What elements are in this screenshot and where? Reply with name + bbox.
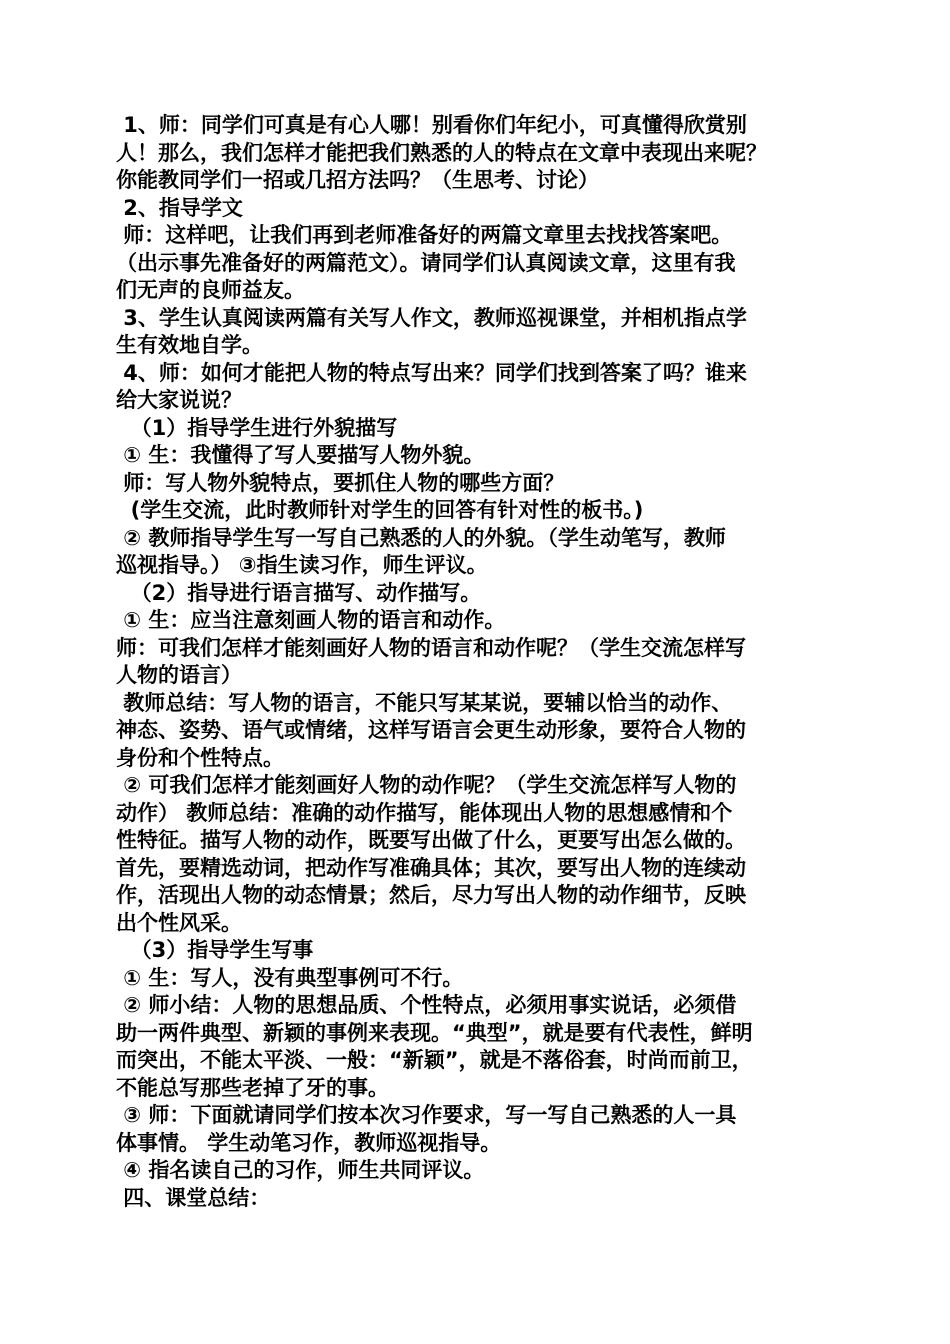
text-line: 人物的语言） — [116, 663, 242, 687]
text-line: ④ 指名读自己的习作，师生共同评议。 — [116, 1158, 485, 1182]
text-line: ③ 师：下面就请同学们按本次习作要求，写一写自己熟悉的人一具 — [116, 1103, 737, 1127]
text-line: 作，活现出人物的动态情景；然后，尽力写出人物的动作细节，反映 — [116, 883, 746, 907]
text-line: 助一两件典型、新颖的事例来表现。“典型”，就是要有代表性，鲜明 — [116, 1020, 753, 1045]
text-line: （出示事先准备好的两篇范文）。请同学们认真阅读文章，这里有我 — [116, 250, 736, 275]
text-line: 师：写人物外貌特点，要抓住人物的哪些方面？ — [116, 470, 565, 495]
text-line: 给大家说说？ — [116, 388, 242, 412]
text-line: 人！那么，我们怎样才能把我们熟悉的人的特点在文章中表现出来呢？ — [116, 140, 767, 165]
text-line: ① 生：写人，没有典型事例可不行。 — [116, 965, 464, 990]
text-line: ① 生：我懂得了写人要描写人物外貌。 — [116, 443, 485, 467]
text-line: 教师总结：写人物的语言，不能只写某某说，要辅以恰当的动作、 — [116, 690, 733, 715]
text-line: 神态、姿势、语气或情绪，这样写语言会更生动形象，要符合人物的 — [116, 718, 746, 742]
text-line: 师：可我们怎样才能刻画好人物的语言和动作呢？（学生交流怎样写 — [116, 635, 746, 660]
text-line: ② 可我们怎样才能刻画好人物的动作呢？（学生交流怎样写人物的 — [116, 773, 737, 797]
text-line: 而突出，不能太平淡、一般：“新颖”，就是不落俗套，时尚而前卫， — [116, 1048, 753, 1072]
text-line: （3）指导学生写事 — [116, 938, 314, 962]
text-line: 四、课堂总结： — [116, 1185, 271, 1210]
text-line: ① 生：应当注意刻画人物的语言和动作。 — [116, 608, 506, 632]
text-line: （2）指导进行语言描写、动作描写。 — [116, 580, 482, 605]
text-line: 出个性风采。 — [116, 910, 242, 935]
text-line: (学生交流，此时教师针对学生的回答有针对性的板书。) — [116, 498, 644, 522]
text-line: （1）指导学生进行外貌描写 — [116, 415, 398, 440]
text-line: ② 教师指导学生写一写自己熟悉的人的外貌。（学生动笔写，教师 — [116, 525, 726, 550]
text-line: 性特征。描写人物的动作，既要写出做了什么，更要写出怎么做的。 — [116, 828, 746, 852]
text-line: 首先，要精选动词，把动作写准确具体；其次，要写出人物的连续动 — [116, 855, 746, 880]
text-line: 身份和个性特点。 — [116, 745, 284, 770]
text-line: 4、师：如何才能把人物的特点写出来？同学们找到答案了吗？谁来 — [116, 360, 747, 385]
text-line: 1、师：同学们可真是有心人哪！别看你们年纪小，可真懂得欣赏别 — [116, 113, 747, 137]
text-line: 们无声的良师益友。 — [116, 278, 305, 302]
text-line: 体事情。 学生动笔习作，教师巡视指导。 — [116, 1130, 502, 1155]
text-line: 3、学生认真阅读两篇有关写人作文，教师巡视课堂，并相机指点学 — [116, 305, 747, 330]
text-line: 巡视指导。） ③指生读习作，师生评议。 — [116, 553, 488, 577]
document-body — [116, 112, 846, 1212]
text-line: 师：这样吧，让我们再到老师准备好的两篇文章里去找找答案吧。 — [116, 223, 733, 247]
text-line: 不能总写那些老掉了牙的事。 — [116, 1075, 389, 1100]
text-line: 生有效地自学。 — [116, 333, 263, 357]
text-line: ② 师小结：人物的思想品质、个性特点，必须用事实说话，必须借 — [116, 993, 737, 1017]
text-line: 你能教同学们一招或几招方法吗？（生思考、讨论） — [116, 168, 599, 192]
text-line: 动作） 教师总结：准确的动作描写，能体现出人物的思想感情和个 — [116, 800, 733, 825]
text-line: 2、指导学文 — [116, 195, 243, 220]
